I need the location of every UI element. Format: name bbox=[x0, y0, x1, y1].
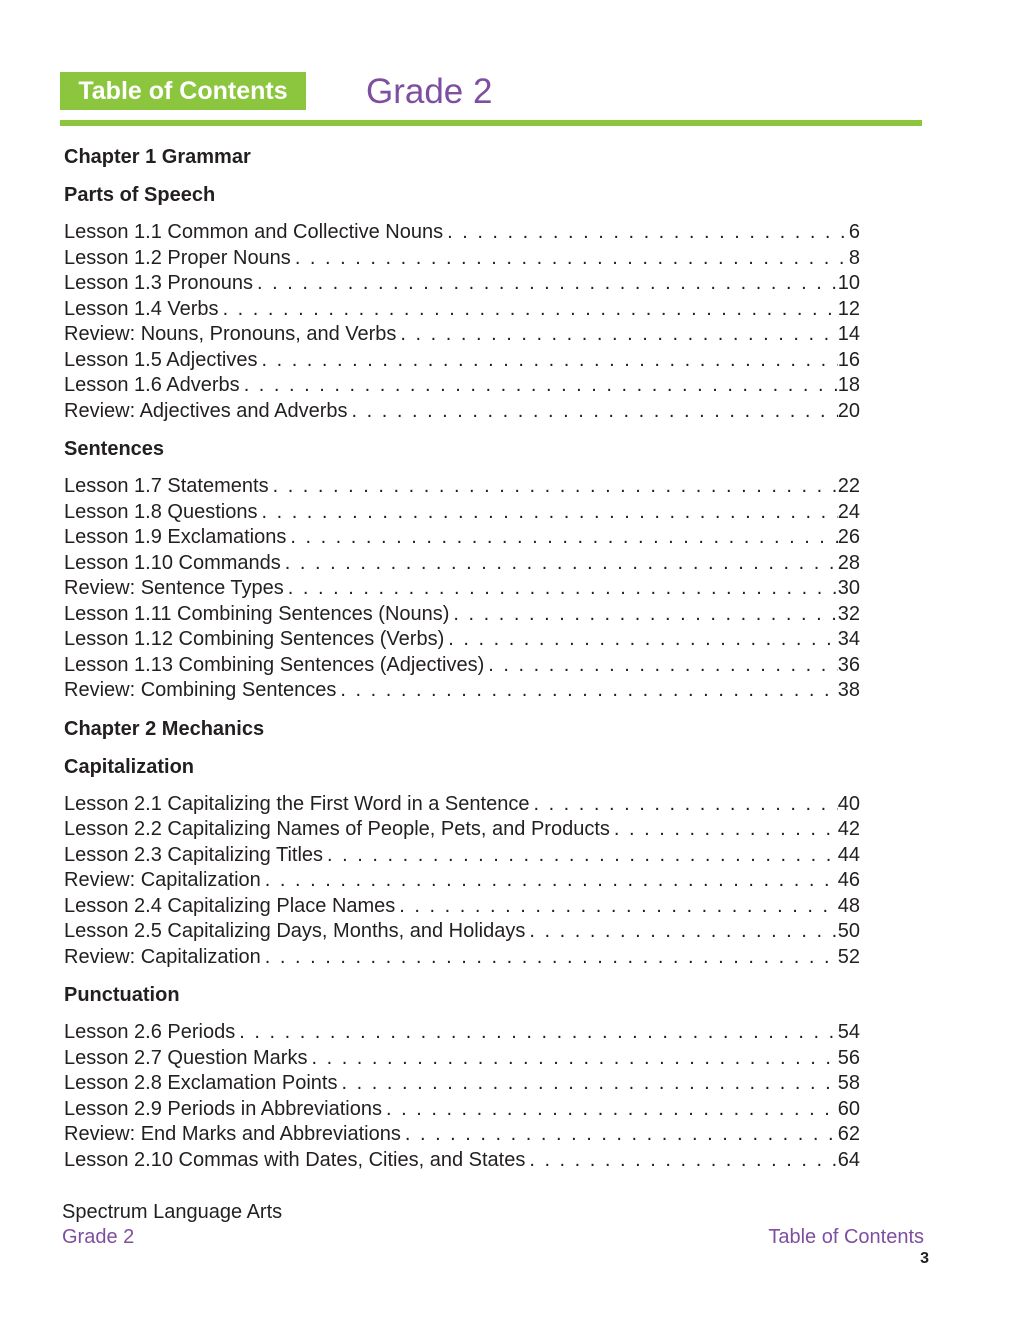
dot-leader bbox=[269, 474, 838, 500]
dot-leader bbox=[336, 678, 837, 704]
toc-entry-title: Lesson 1.9 Exclamations bbox=[64, 526, 287, 548]
toc-entry bbox=[64, 817, 860, 843]
toc-entry-title: Lesson 2.9 Periods in Abbreviations bbox=[64, 1097, 382, 1120]
toc-entry-title: Lesson 2.10 Commas with Dates, Cities, and States bbox=[64, 1148, 526, 1171]
toc-entry bbox=[64, 348, 860, 374]
toc-entry-page: 62 bbox=[837, 1123, 860, 1145]
toc-entry-page: 32 bbox=[837, 602, 860, 625]
page-number: 3 bbox=[920, 1250, 929, 1267]
dot-leader bbox=[395, 894, 837, 920]
toc-entry-page: 8 bbox=[848, 246, 860, 269]
toc-entry bbox=[64, 271, 860, 297]
dot-leader bbox=[240, 373, 838, 399]
footer-grade: Grade 2 bbox=[62, 1226, 135, 1248]
toc-entry-page: 20 bbox=[837, 399, 860, 422]
toc-entry-page: 28 bbox=[837, 551, 860, 574]
toc-entry bbox=[64, 1122, 860, 1148]
toc-entry bbox=[64, 1020, 860, 1046]
toc-entry-page: 50 bbox=[837, 920, 860, 942]
toc-entry-page: 24 bbox=[837, 500, 860, 523]
toc-entry-title: Lesson 2.3 Capitalizing Titles bbox=[64, 843, 324, 866]
toc-entry-title: Lesson 1.10 Commands bbox=[64, 551, 281, 574]
toc-entry-page: 12 bbox=[837, 297, 860, 320]
dot-leader bbox=[444, 627, 838, 653]
toc-entry bbox=[64, 297, 860, 323]
toc-entry-page: 22 bbox=[837, 475, 860, 497]
toc-entry bbox=[64, 322, 860, 348]
dot-leader bbox=[396, 322, 837, 348]
toc-list bbox=[64, 144, 860, 1173]
toc-entry bbox=[64, 399, 860, 425]
toc-entry-page: 36 bbox=[837, 653, 860, 676]
dot-leader bbox=[284, 576, 838, 602]
toc-entry-title: Lesson 2.4 Capitalizing Place Names bbox=[64, 894, 396, 917]
toc-entry-title: Lesson 1.3 Pronouns bbox=[64, 272, 254, 294]
toc-entry-title: Review: Capitalization bbox=[64, 869, 261, 891]
toc-entry bbox=[64, 474, 860, 500]
toc-entry-title: Lesson 1.12 Combining Sentences (Verbs) bbox=[64, 628, 445, 650]
footer-series-name: Spectrum Language Arts bbox=[62, 1201, 283, 1223]
toc-entry-page: 26 bbox=[837, 526, 860, 548]
toc-entry bbox=[64, 1046, 860, 1072]
toc-entry bbox=[64, 525, 860, 551]
dot-leader bbox=[382, 1097, 838, 1123]
table-of-contents-badge: Table of Contents bbox=[60, 72, 306, 110]
dot-leader bbox=[257, 500, 837, 526]
toc-entry-page: 56 bbox=[837, 1046, 860, 1069]
toc-entry-title: Lesson 2.6 Periods bbox=[64, 1021, 236, 1043]
dot-leader bbox=[253, 271, 838, 297]
dot-leader bbox=[281, 551, 838, 577]
toc-entry-title: Lesson 2.5 Capitalizing Days, Months, and Holidays bbox=[64, 920, 526, 942]
toc-entry-title: Review: Capitalization bbox=[64, 945, 261, 968]
toc-entry-page: 64 bbox=[837, 1148, 860, 1171]
toc-entry-title: Review: Adjectives and Adverbs bbox=[64, 399, 348, 422]
toc-entry bbox=[64, 627, 860, 653]
toc-entry-title: Lesson 1.2 Proper Nouns bbox=[64, 246, 291, 269]
toc-entry-title: Lesson 1.4 Verbs bbox=[64, 297, 219, 320]
page-title: Grade 2 bbox=[366, 72, 493, 111]
toc-entry bbox=[64, 868, 860, 894]
toc-entry-title: Lesson 2.2 Capitalizing Names of People, Pets, and Products bbox=[64, 818, 610, 840]
dot-leader bbox=[235, 1020, 838, 1046]
dot-leader bbox=[323, 843, 838, 869]
toc-entry-page: 30 bbox=[837, 577, 860, 599]
toc-entry-page: 46 bbox=[837, 869, 860, 891]
toc-entry-page: 40 bbox=[837, 792, 860, 815]
dot-leader bbox=[610, 817, 838, 843]
toc-entry bbox=[64, 919, 860, 945]
toc-entry bbox=[64, 1097, 860, 1123]
toc-entry-page: 42 bbox=[837, 818, 860, 840]
toc-entry-title: Lesson 1.5 Adjectives bbox=[64, 348, 258, 371]
dot-leader bbox=[286, 525, 837, 551]
toc-entry bbox=[64, 843, 860, 869]
toc-entry-page: 14 bbox=[837, 323, 860, 345]
dot-leader bbox=[338, 1071, 838, 1097]
footer-section-name: Table of Contents bbox=[768, 1226, 924, 1248]
toc-entry-title: Lesson 1.8 Questions bbox=[64, 500, 258, 523]
toc-entry-page: 54 bbox=[837, 1021, 860, 1043]
toc-entry bbox=[64, 602, 860, 628]
dot-leader bbox=[219, 297, 838, 323]
toc-entry-title: Lesson 1.13 Combining Sentences (Adjectives) bbox=[64, 653, 485, 676]
dot-leader bbox=[401, 1122, 838, 1148]
toc-entry-title: Lesson 2.1 Capitalizing the First Word in a Sentence bbox=[64, 792, 530, 815]
section-heading: Capitalization bbox=[64, 755, 195, 778]
dot-leader bbox=[525, 919, 837, 945]
dot-leader bbox=[484, 653, 838, 679]
toc-entry-page: 18 bbox=[837, 374, 860, 396]
toc-entry bbox=[64, 220, 860, 246]
toc-entry-title: Lesson 2.7 Question Marks bbox=[64, 1046, 308, 1069]
dot-leader bbox=[261, 945, 838, 971]
toc-entry-title: Lesson 2.8 Exclamation Points bbox=[64, 1072, 338, 1094]
toc-entry-page: 60 bbox=[837, 1097, 860, 1120]
section-heading: Sentences bbox=[64, 438, 165, 460]
toc-entry-title: Review: Sentence Types bbox=[64, 577, 284, 599]
dot-leader bbox=[261, 868, 838, 894]
toc-entry-title: Lesson 1.1 Common and Collective Nouns bbox=[64, 221, 444, 243]
toc-entry-title: Review: End Marks and Abbreviations bbox=[64, 1123, 401, 1145]
toc-entry-page: 6 bbox=[848, 221, 860, 243]
toc-entry-title: Review: Nouns, Pronouns, and Verbs bbox=[64, 323, 397, 345]
toc-entry-page: 52 bbox=[837, 945, 860, 968]
toc-entry bbox=[64, 500, 860, 526]
chapter-heading: Chapter 1 Grammar bbox=[64, 146, 251, 168]
dot-leader bbox=[525, 1148, 837, 1174]
chapter-heading: Chapter 2 Mechanics bbox=[64, 717, 265, 740]
toc-entry bbox=[64, 246, 860, 272]
toc-entry-page: 38 bbox=[837, 679, 860, 701]
toc-entry-page: 58 bbox=[837, 1072, 860, 1094]
toc-entry-page: 34 bbox=[837, 628, 860, 650]
toc-entry bbox=[64, 373, 860, 399]
toc-entry bbox=[64, 792, 860, 818]
section-heading: Punctuation bbox=[64, 984, 180, 1006]
dot-leader bbox=[348, 399, 838, 425]
dot-leader bbox=[257, 348, 837, 374]
toc-entry bbox=[64, 945, 860, 971]
toc-entry bbox=[64, 576, 860, 602]
toc-entry-title: Lesson 1.11 Combining Sentences (Nouns) bbox=[64, 602, 450, 625]
section-heading: Parts of Speech bbox=[64, 184, 216, 206]
toc-entry bbox=[64, 551, 860, 577]
toc-entry bbox=[64, 1148, 860, 1174]
toc-entry bbox=[64, 678, 860, 704]
dot-leader bbox=[291, 246, 849, 272]
toc-entry-title: Review: Combining Sentences bbox=[64, 679, 337, 701]
toc-entry-title: Lesson 1.7 Statements bbox=[64, 475, 269, 497]
toc-entry bbox=[64, 653, 860, 679]
toc-entry-page: 10 bbox=[837, 272, 860, 294]
dot-leader bbox=[529, 792, 837, 818]
dot-leader bbox=[449, 602, 837, 628]
toc-entry-title: Lesson 1.6 Adverbs bbox=[64, 374, 240, 396]
toc-entry bbox=[64, 1071, 860, 1097]
dot-leader bbox=[443, 220, 849, 246]
dot-leader bbox=[307, 1046, 837, 1072]
toc-entry-page: 48 bbox=[837, 894, 860, 917]
toc-entry-page: 44 bbox=[837, 843, 860, 866]
header-divider bbox=[60, 120, 922, 126]
toc-entry bbox=[64, 894, 860, 920]
toc-entry-page: 16 bbox=[837, 348, 860, 371]
